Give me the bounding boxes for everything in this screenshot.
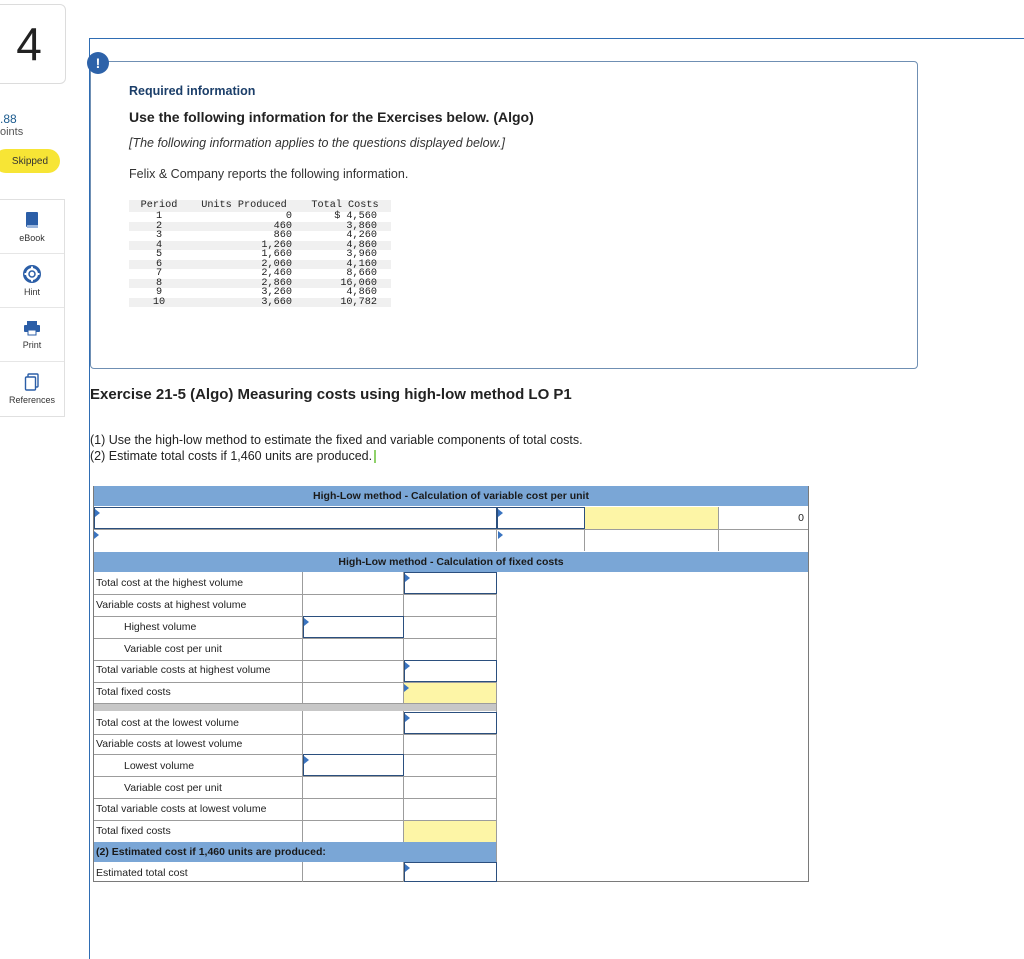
- cost-data-table: [129, 200, 391, 307]
- units-produced-cell: 0: [285, 211, 292, 222]
- cost-data-row: [129, 298, 391, 308]
- high-total-fixed-costs-label: Total fixed costs: [96, 686, 171, 698]
- lowest-volume-input[interactable]: [303, 754, 404, 776]
- units-produced-cell: 2,460: [261, 268, 292, 279]
- instruction-2: (2) Estimate total costs if 1,460 units are produced.: [90, 449, 373, 463]
- units-produced-cell: 2,060: [189, 260, 299, 270]
- lowest-volume-label: Lowest volume: [124, 760, 195, 772]
- exercise-title: Exercise 21-5 (Algo) Measuring costs using high-low method LO P1: [90, 386, 572, 403]
- period-cell: 8: [129, 279, 189, 289]
- points-label: oints: [0, 126, 24, 138]
- period-cell: 10: [129, 298, 189, 308]
- required-information-box: [90, 61, 918, 369]
- points-value: .88: [0, 112, 17, 126]
- low-variable-cost-per-unit-label: Variable cost per unit: [124, 782, 222, 794]
- period-cell: 1: [155, 211, 163, 222]
- variable-denominator-value-input[interactable]: [498, 530, 585, 551]
- book-icon: [24, 211, 40, 229]
- text-cursor: [374, 450, 376, 463]
- low-total-fixed-costs-answer[interactable]: [404, 821, 496, 842]
- variable-denominator-label-input[interactable]: [94, 530, 497, 551]
- total-costs-cell: 4,860: [299, 241, 391, 251]
- units-produced-cell: 2,860: [189, 279, 299, 289]
- period-cell: 9: [155, 287, 163, 298]
- grid-line: [94, 754, 496, 755]
- period-cell: 3: [155, 230, 163, 241]
- units-produced-cell: 860: [273, 230, 292, 241]
- highest-volume-label: Highest volume: [124, 621, 197, 633]
- grid-line: [94, 616, 496, 617]
- instruction-2-line: [90, 448, 583, 464]
- estimated-total-cost-input[interactable]: [404, 862, 497, 882]
- units-produced-cell: 3,260: [261, 287, 292, 298]
- high-variable-costs-label: Variable costs at highest volume: [96, 599, 247, 611]
- required-info-title: Required information: [129, 84, 256, 98]
- high-variable-cost-per-unit-label: Variable cost per unit: [124, 643, 222, 655]
- variable-cost-per-unit-answer: [585, 507, 718, 529]
- grid-line: [94, 734, 496, 735]
- header-units-produced: Units Produced: [189, 200, 299, 212]
- print-icon: [23, 320, 41, 336]
- units-produced-cell: 1,260: [189, 241, 299, 251]
- low-total-variable-costs-label: Total variable costs at lowest volume: [96, 803, 267, 815]
- variable-cost-result: 0: [798, 512, 804, 524]
- units-produced-cell: 460: [189, 222, 299, 232]
- low-total-cost-input[interactable]: [404, 712, 497, 734]
- high-total-cost-input[interactable]: [404, 572, 497, 594]
- total-costs-cell: $ 4,560: [334, 211, 377, 222]
- skipped-status-badge: Skipped: [0, 149, 60, 173]
- total-costs-cell: 3,960: [346, 249, 377, 260]
- total-costs-cell: 10,782: [299, 298, 391, 308]
- ebook-label: eBook: [19, 232, 45, 243]
- highest-volume-input[interactable]: [303, 616, 404, 638]
- high-total-cost-label: Total cost at the highest volume: [96, 577, 244, 589]
- company-note: Felix & Company reports the following information.: [129, 167, 409, 181]
- variable-numerator-value-input[interactable]: [497, 507, 585, 529]
- grid-line: [94, 798, 496, 799]
- high-low-worksheet: [93, 486, 809, 882]
- grid-line: [94, 638, 496, 639]
- grid-line: [94, 776, 496, 777]
- references-button[interactable]: [0, 362, 64, 416]
- header-period: Period: [129, 200, 189, 212]
- total-costs-cell: 3,860: [299, 222, 391, 232]
- question-tools: [0, 199, 65, 417]
- variable-numerator-label-input[interactable]: [94, 507, 497, 529]
- header-total-costs: Total Costs: [299, 200, 391, 212]
- hint-button[interactable]: [0, 254, 64, 308]
- low-variable-costs-label: Variable costs at lowest volume: [96, 738, 243, 750]
- print-button[interactable]: [0, 308, 64, 362]
- low-total-fixed-costs-label: Total fixed costs: [96, 825, 171, 837]
- units-produced-cell: 3,660: [189, 298, 299, 308]
- total-costs-cell: 16,060: [299, 279, 391, 289]
- fixed-cost-header: High-Low method - Calculation of fixed costs: [94, 552, 808, 572]
- question-top-rule: [90, 38, 1024, 39]
- applies-note: [The following information applies to the questions displayed below.]: [129, 136, 505, 150]
- ebook-button[interactable]: [0, 200, 64, 254]
- total-costs-cell: 8,660: [346, 268, 377, 279]
- high-total-variable-costs-label: Total variable costs at highest volume: [96, 664, 271, 676]
- variable-cost-header: High-Low method - Calculation of variable cost per unit: [94, 486, 808, 506]
- hint-icon: [23, 265, 41, 283]
- high-total-variable-costs-input[interactable]: [404, 660, 497, 682]
- info-heading: Use the following information for the Exercises below. (Algo): [129, 109, 534, 125]
- alert-icon: !: [87, 52, 109, 74]
- exercise-instructions: [90, 432, 583, 464]
- part2-header: (2) Estimated cost if 1,460 units are produced:: [94, 842, 496, 862]
- period-cell: 5: [155, 249, 163, 260]
- period-cell: 4: [129, 241, 189, 251]
- period-cell: 7: [155, 268, 163, 279]
- total-costs-cell: 4,260: [346, 230, 377, 241]
- units-produced-cell: 1,660: [261, 249, 292, 260]
- high-total-fixed-costs-answer[interactable]: [404, 683, 496, 703]
- section-separator: [94, 704, 496, 711]
- grid-line: [94, 594, 496, 595]
- hint-label: Hint: [23, 286, 40, 297]
- period-cell: 6: [129, 260, 189, 270]
- period-cell: 2: [129, 222, 189, 232]
- references-icon: [24, 373, 40, 391]
- instruction-1: (1) Use the high-low method to estimate the fixed and variable components of total costs.: [90, 433, 583, 447]
- question-number: 4: [0, 4, 66, 84]
- references-label: References: [8, 395, 56, 405]
- print-label: Print: [22, 339, 42, 350]
- estimated-total-cost-label: Estimated total cost: [96, 867, 188, 879]
- low-total-cost-label: Total cost at the lowest volume: [96, 717, 239, 729]
- total-costs-cell: 4,860: [346, 287, 377, 298]
- total-costs-cell: 4,160: [299, 260, 391, 270]
